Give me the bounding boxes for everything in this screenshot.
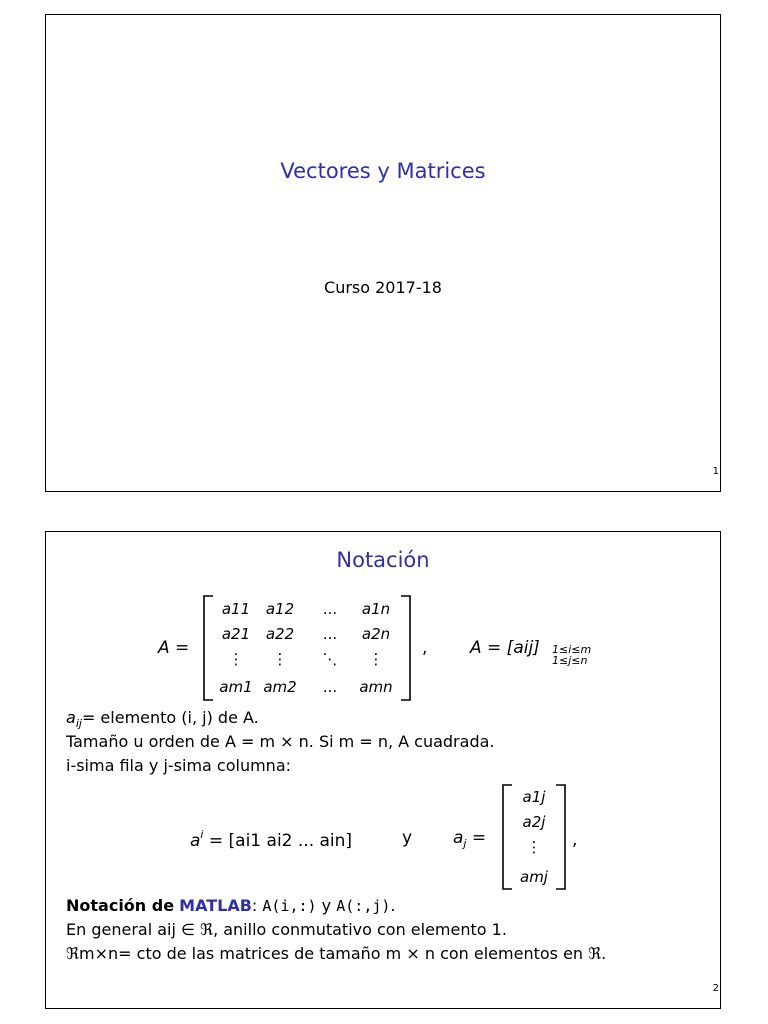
left-bracket-icon — [202, 595, 214, 701]
slide-title: Notación — [336, 548, 430, 572]
matrix-entry: ⋱ — [322, 650, 338, 668]
general-ring-note: En general aij ∈ ℜ, anillo conmutativo con elemento 1. — [66, 920, 507, 939]
matlab-notation: Notación de MATLAB: A(i,:) y A(:,j). — [66, 896, 396, 915]
matrix-entry: a12 — [265, 600, 295, 618]
matrix-entry: a1n — [361, 600, 391, 618]
matrix-entry: a11 — [221, 600, 251, 618]
matrix-entry: ⋮ — [368, 650, 384, 668]
column-entry: a1j — [522, 788, 546, 806]
matlab-row-code: A(i,:) — [262, 897, 317, 915]
element-definition: $a_{ij}=$ elemento (i, j) de A. — [66, 708, 259, 730]
column-trailing-comma: , — [572, 830, 578, 850]
slide-1 — [45, 14, 721, 492]
row-column-intro: i-sima fila y j-sima columna: — [66, 756, 292, 775]
matrix-entry: ... — [322, 600, 338, 618]
conjunction: y — [402, 828, 413, 848]
column-entry: ⋮ — [526, 838, 542, 856]
compact-notation: A = [aij] — [470, 638, 540, 658]
col-index-range: 1≤j≤n — [552, 654, 588, 667]
matlab-name: MATLAB — [179, 896, 252, 915]
matrix-entry: ⋮ — [228, 650, 244, 668]
matrix-entry: a22 — [265, 625, 295, 643]
matrix-entry: ... — [322, 625, 338, 643]
matrix-entry: ... — [322, 678, 338, 696]
matrix-entry: ⋮ — [272, 650, 288, 668]
matrix-trailing-comma: , — [422, 638, 428, 658]
matrix-entry: a21 — [221, 625, 251, 643]
slide-title: Vectores y Matrices — [280, 159, 486, 183]
matrix-lhs: A = — [158, 638, 190, 658]
matrix-entry: am2 — [263, 678, 297, 696]
size-definition: Tamaño u orden de A = m × n. Si m = n, A cuadrada. — [66, 732, 495, 751]
row-vector: $a^i = [ai1$ ai2 ... ain] — [190, 828, 353, 851]
page-number: 2 — [712, 983, 719, 994]
column-entry: amj — [520, 868, 548, 886]
course-subtitle: Curso 2017-18 — [324, 278, 442, 297]
matrix-entry: amn — [359, 678, 393, 696]
page-number: 1 — [712, 466, 719, 477]
right-bracket-icon — [555, 784, 567, 890]
matrix-entry: a2n — [361, 625, 391, 643]
matlab-col-code: A(:,j) — [336, 897, 391, 915]
row-index-range: 1≤i≤m — [552, 643, 592, 656]
right-bracket-icon — [400, 595, 412, 701]
matrix-set-definition: ℜm×n= cto de las matrices de tamaño m × n con elementos en ℜ. — [66, 944, 607, 963]
compact-index-range — [552, 644, 591, 666]
matrix-entry: am1 — [219, 678, 253, 696]
slide-2 — [45, 531, 721, 1009]
column-entry: a2j — [522, 813, 546, 831]
column-vector-lhs: $a_j$ = — [453, 828, 487, 850]
